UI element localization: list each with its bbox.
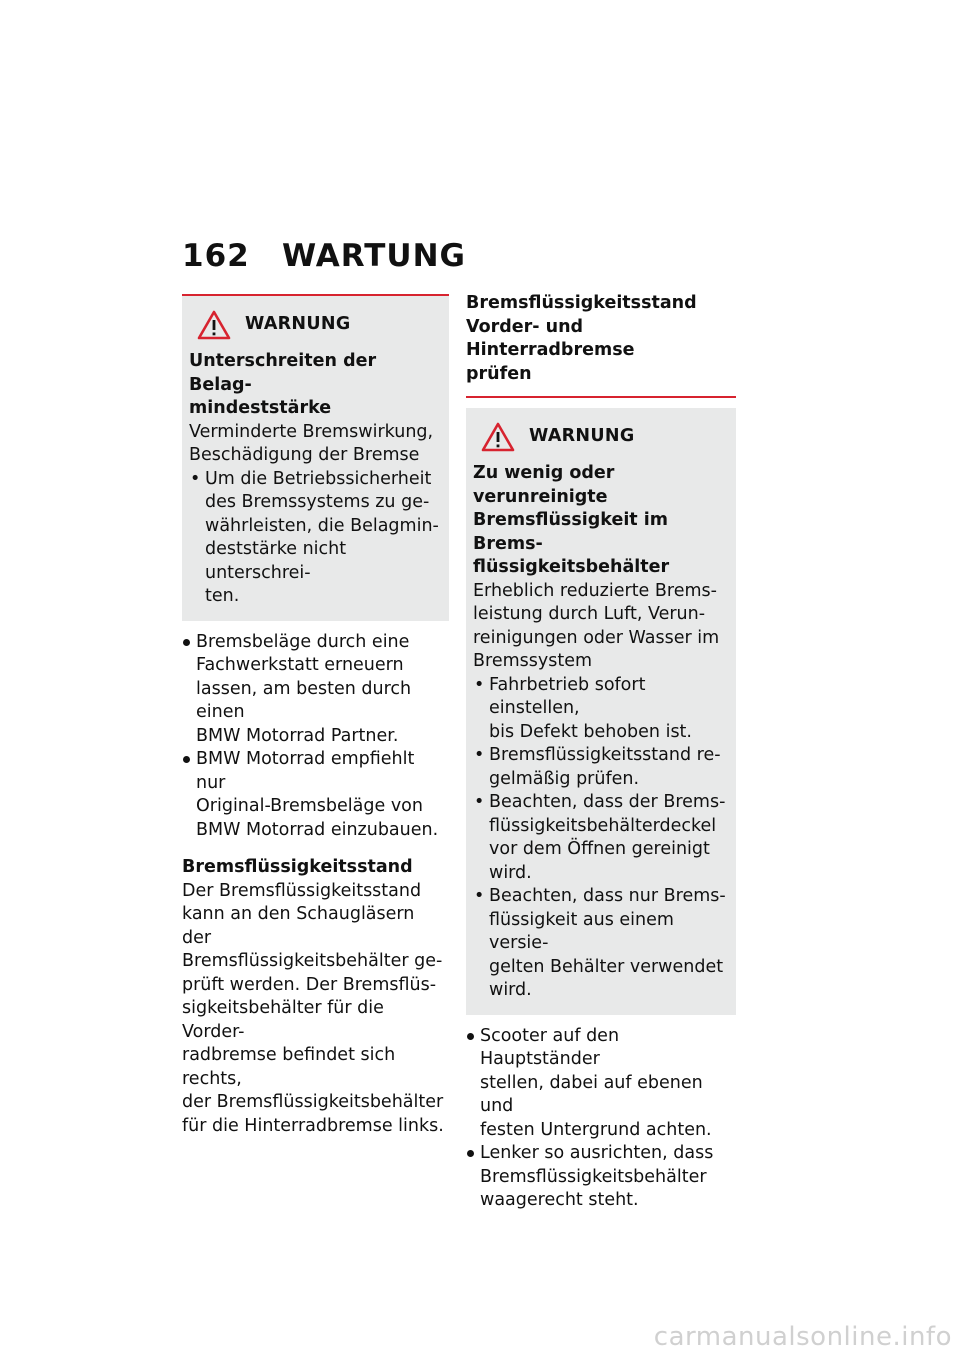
item-line: BMW Motorrad einzubauen. [196,819,439,840]
item-line: BMW Motorrad empfiehlt nur [196,749,415,793]
warning-measure-item [473,674,728,745]
item-line: gelmäßig prüfen. [489,768,640,789]
item-line: bis Defekt behoben ist. [489,721,692,742]
heading-line: Bremsflüssigkeitsstand [466,293,697,313]
item-line: flüssigkeitsbehälterdeckel [489,815,717,836]
warning-box-brake-pads [182,294,449,621]
warning-description-line: reinigungen oder Wasser im [473,627,720,648]
warning-measure-item [189,468,441,609]
warning-measure-item [473,885,728,1003]
instruction-item [466,1025,736,1143]
warning-title-line: mindeststärke [189,398,332,418]
item-line: deststärke nicht unterschrei- [205,539,347,583]
item-line: lassen, am besten durch einen [196,678,412,722]
instruction-list [466,1025,736,1213]
section-heading: Bremsflüssigkeitsstand [182,857,413,877]
item-line: Bremsflüssigkeitsbehälter [480,1166,707,1187]
item-line: waagerecht steht. [480,1190,639,1210]
item-line: ten. [205,586,240,606]
paragraph-line: der Bremsflüssigkeitsbehälter [182,1092,444,1112]
instruction-item [466,1142,736,1213]
item-line: währleisten, die Belagmin- [205,515,439,536]
warning-description-line: Erheblich reduzierte Brems- [473,580,717,601]
paragraph-line: prüft werden. Der Bremsflüs- [182,974,437,995]
item-line: gelten Behälter verwendet [489,956,724,977]
warning-description [473,580,728,674]
warning-title-line: Bremsflüssigkeit im Brems- [473,510,669,554]
warning-measure-item [473,744,728,791]
page-header [182,238,466,274]
warning-measure-item [473,791,728,885]
warning-description-line: Bremssystem [473,651,593,671]
warning-box-brake-fluid [466,408,736,1015]
item-line: Scooter auf den Hauptständer [480,1025,620,1069]
item-line: wird. [489,862,532,883]
item-line: • Beachten, dass der Brems- [489,792,726,812]
item-line: Lenker so ausrichten, dass [480,1143,714,1163]
instruction-list [182,631,449,843]
page-number: 162 [182,238,250,274]
warning-description-line: Verminderte Bremswirkung, [189,421,434,442]
warning-title-line: flüssigkeitsbehälter [473,557,670,577]
item-line: • Beachten, dass nur Brems- [489,886,726,906]
item-line: des Bremssystems zu ge- [205,492,430,512]
warning-description [189,421,441,468]
warning-description-line: leistung durch Luft, Verun- [473,604,706,624]
left-column [182,294,449,1138]
instruction-item [182,631,449,749]
heading-line: prüfen [466,363,532,384]
warning-triangle-icon [481,422,515,452]
paragraph-line: radbremse befindet sich rechts, [182,1045,396,1089]
item-line: stellen, dabei auf ebenen und [480,1072,703,1116]
item-line: wird. [489,980,532,1000]
item-line: • Um die Betriebssicherheit [205,468,432,489]
section-paragraph [182,880,449,1139]
warning-label: WARNUNG [529,426,635,447]
warning-description-line: Beschädigung der Bremse [189,445,420,465]
warning-label: WARNUNG [245,314,351,335]
heading-line: Vorder- und Hinterradbremse [466,316,635,360]
item-line: • Fahrbetrieb sofort einstellen, [489,674,646,718]
paragraph-line: Der Bremsflüssigkeitsstand [182,880,422,901]
item-line: festen Untergrund achten. [480,1119,712,1140]
warning-measures [473,674,728,1003]
paragraph-line: sigkeitsbehälter für die Vorder- [182,998,384,1042]
paragraph-line: für die Hinterradbremse links. [182,1115,444,1136]
item-line: vor dem Öffnen gereinigt [489,839,710,859]
warning-measures [189,468,441,609]
warning-header [189,310,441,340]
item-line: Fachwerkstatt erneuern [196,655,404,675]
paragraph-line: kann an den Schaugläsern der [182,904,415,948]
right-column [466,292,736,1213]
paragraph-line: Bremsflüssigkeitsbehälter ge- [182,951,443,971]
warning-title [473,462,728,580]
warning-header [473,422,728,452]
warning-title [189,350,441,421]
item-line: • Bremsflüssigkeitsstand re- [489,745,721,765]
item-line: BMW Motorrad Partner. [196,725,399,746]
item-line: Original-Bremsbeläge von [196,796,423,816]
warning-triangle-icon [197,310,231,340]
watermark: carmanualsonline.info [653,1322,952,1352]
item-line: Bremsbeläge durch eine [196,631,410,652]
item-line: flüssigkeit aus einem versie- [489,909,674,953]
warning-title-line: Zu wenig oder verunreinigte [473,463,615,507]
section-title: WARTUNG [282,238,466,274]
warning-title-line: Unterschreiten der Belag- [189,351,377,395]
instruction-item [182,748,449,842]
procedure-heading [466,292,736,398]
